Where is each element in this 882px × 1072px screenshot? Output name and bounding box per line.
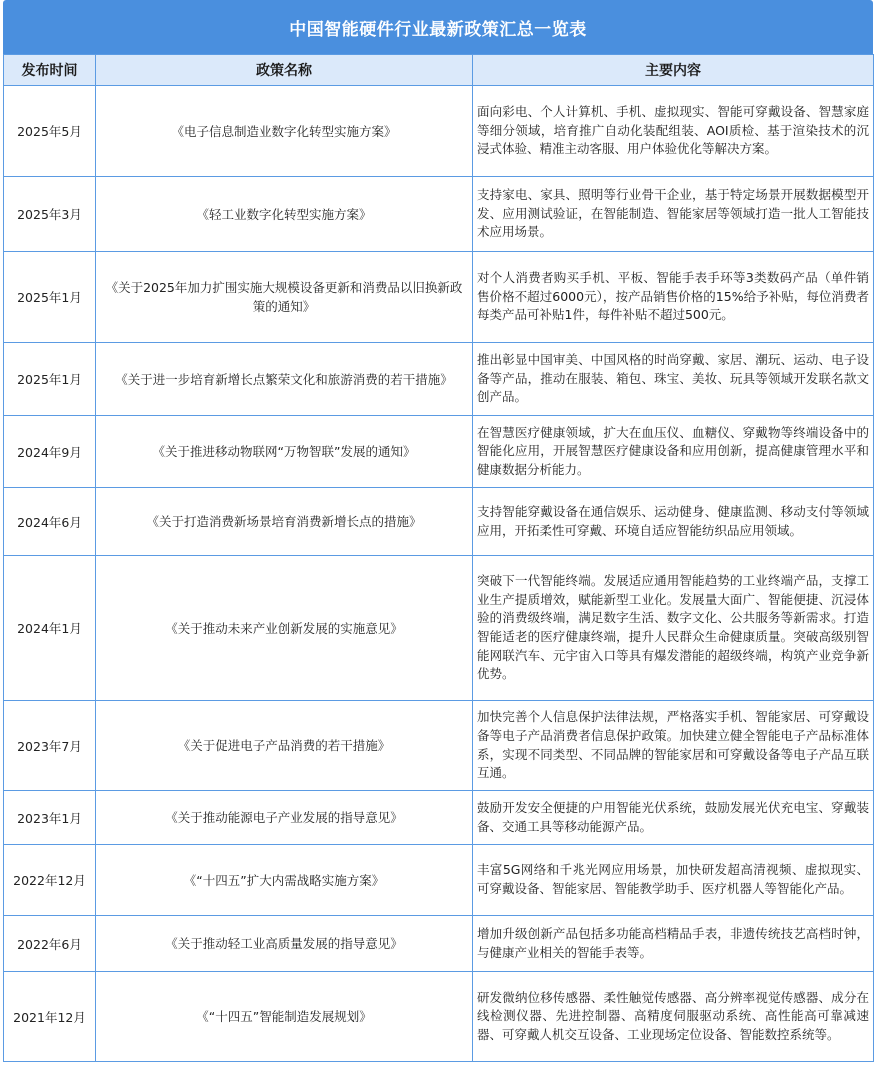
table-row xyxy=(4,86,874,177)
cell-policy-name: 《关于推动轻工业高质量发展的指导意见》 xyxy=(96,916,473,972)
cell-policy-name: 《关于进一步培育新增长点繁荣文化和旅游消费的若干措施》 xyxy=(96,343,473,416)
cell-date: 2022年12月 xyxy=(4,845,96,916)
cell-date: 2023年7月 xyxy=(4,701,96,791)
table-row xyxy=(4,701,874,791)
table-row xyxy=(4,972,874,1062)
table-row xyxy=(4,791,874,845)
cell-content: 加快完善个人信息保护法律法规，严格落实手机、智能家居、可穿戴设备等电子产品消费者信息保护政策。加快建立健全智能电子产品标准体系，实现不同类型、不同品牌的智能家居和可穿戴设备等电子产品互联互通。 xyxy=(473,701,874,791)
cell-content: 增加升级创新产品包括多功能高档精品手表，非遗传统技艺高档时钟，与健康产业相关的智能手表等。 xyxy=(473,916,874,972)
cell-policy-name: 《关于打造消费新场景培育消费新增长点的措施》 xyxy=(96,488,473,556)
cell-content: 对个人消费者购买手机、平板、智能手表手环等3类数码产品（单件销售价格不超过6000元），按产品销售价格的15%给予补贴，每位消费者每类产品可补贴1件，每件补贴不超过500元。 xyxy=(473,252,874,343)
cell-content: 面向彩电、个人计算机、手机、虚拟现实、智能可穿戴设备、智慧家庭等细分领域，培育推广自动化装配组装、AOI质检、基于渲染技术的沉浸式体验、精准主动客服、用户体验优化等解决方案。 xyxy=(473,86,874,177)
cell-content: 支持家电、家具、照明等行业骨干企业，基于特定场景开展数据模型开发、应用测试验证，在智能制造、智能家居等领域打造一批人工智能技术应用场景。 xyxy=(473,177,874,252)
header-name: 政策名称 xyxy=(96,55,473,86)
cell-policy-name: 《关于促进电子产品消费的若干措施》 xyxy=(96,701,473,791)
cell-policy-name: 《关于2025年加力扩围实施大规模设备更新和消费品以旧换新政策的通知》 xyxy=(96,252,473,343)
table-row xyxy=(4,556,874,701)
cell-policy-name: 《关于推进移动物联网“万物智联”发展的通知》 xyxy=(96,416,473,488)
header-row xyxy=(4,55,874,86)
page xyxy=(3,0,873,1062)
cell-content: 在智慧医疗健康领域，扩大在血压仪、血糖仪、穿戴物等终端设备中的智能化应用，开展智慧医疗健康设备和应用创新，提高健康管理水平和健康数据分析能力。 xyxy=(473,416,874,488)
policy-table xyxy=(3,54,874,1062)
cell-date: 2021年12月 xyxy=(4,972,96,1062)
cell-date: 2025年3月 xyxy=(4,177,96,252)
cell-date: 2024年9月 xyxy=(4,416,96,488)
table-row xyxy=(4,488,874,556)
cell-date: 2025年1月 xyxy=(4,252,96,343)
cell-policy-name: 《关于推动未来产业创新发展的实施意见》 xyxy=(96,556,473,701)
header-date: 发布时间 xyxy=(4,55,96,86)
table-title: 中国智能硬件行业最新政策汇总一览表 xyxy=(3,0,873,54)
cell-content: 研发微纳位移传感器、柔性触觉传感器、高分辨率视觉传感器、成分在线检测仪器、先进控制器、高精度伺服驱动系统、高性能高可靠减速器、可穿戴人机交互设备、工业现场定位设备、智能数控系统等。 xyxy=(473,972,874,1062)
cell-content: 突破下一代智能终端。发展适应通用智能趋势的工业终端产品，支撑工业生产提质增效，赋能新型工业化。发展量大面广、智能便捷、沉浸体验的消费级终端，满足数字生活、数字文化、公共服务等新需求。打造智能适老的医疗健康终端，提升人民群众生命健康质量。突破高级别智能网联汽车、元宇宙入口等具有爆发潜能的超级终端，构筑产业竞争新优势。 xyxy=(473,556,874,701)
table-row xyxy=(4,177,874,252)
table-row xyxy=(4,343,874,416)
cell-policy-name: 《轻工业数字化转型实施方案》 xyxy=(96,177,473,252)
cell-policy-name: 《“十四五”扩大内需战略实施方案》 xyxy=(96,845,473,916)
cell-content: 支持智能穿戴设备在通信娱乐、运动健身、健康监测、移动支付等领域应用，开拓柔性可穿戴、环境自适应智能纺织品应用领域。 xyxy=(473,488,874,556)
cell-content: 鼓励开发安全便捷的户用智能光伏系统，鼓励发展光伏充电宝、穿戴装备、交通工具等移动能源产品。 xyxy=(473,791,874,845)
table-row xyxy=(4,916,874,972)
cell-date: 2024年6月 xyxy=(4,488,96,556)
cell-date: 2023年1月 xyxy=(4,791,96,845)
table-row xyxy=(4,416,874,488)
cell-date: 2025年5月 xyxy=(4,86,96,177)
cell-date: 2025年1月 xyxy=(4,343,96,416)
cell-policy-name: 《电子信息制造业数字化转型实施方案》 xyxy=(96,86,473,177)
cell-policy-name: 《关于推动能源电子产业发展的指导意见》 xyxy=(96,791,473,845)
table-row xyxy=(4,252,874,343)
table-row xyxy=(4,845,874,916)
cell-policy-name: 《“十四五”智能制造发展规划》 xyxy=(96,972,473,1062)
cell-date: 2022年6月 xyxy=(4,916,96,972)
cell-content: 推出彰显中国审美、中国风格的时尚穿戴、家居、潮玩、运动、电子设备等产品，推动在服装、箱包、珠宝、美妆、玩具等领域开发联名款文创产品。 xyxy=(473,343,874,416)
header-content: 主要内容 xyxy=(473,55,874,86)
cell-content: 丰富5G网络和千兆光网应用场景，加快研发超高清视频、虚拟现实、可穿戴设备、智能家居、智能教学助手、医疗机器人等智能化产品。 xyxy=(473,845,874,916)
cell-date: 2024年1月 xyxy=(4,556,96,701)
